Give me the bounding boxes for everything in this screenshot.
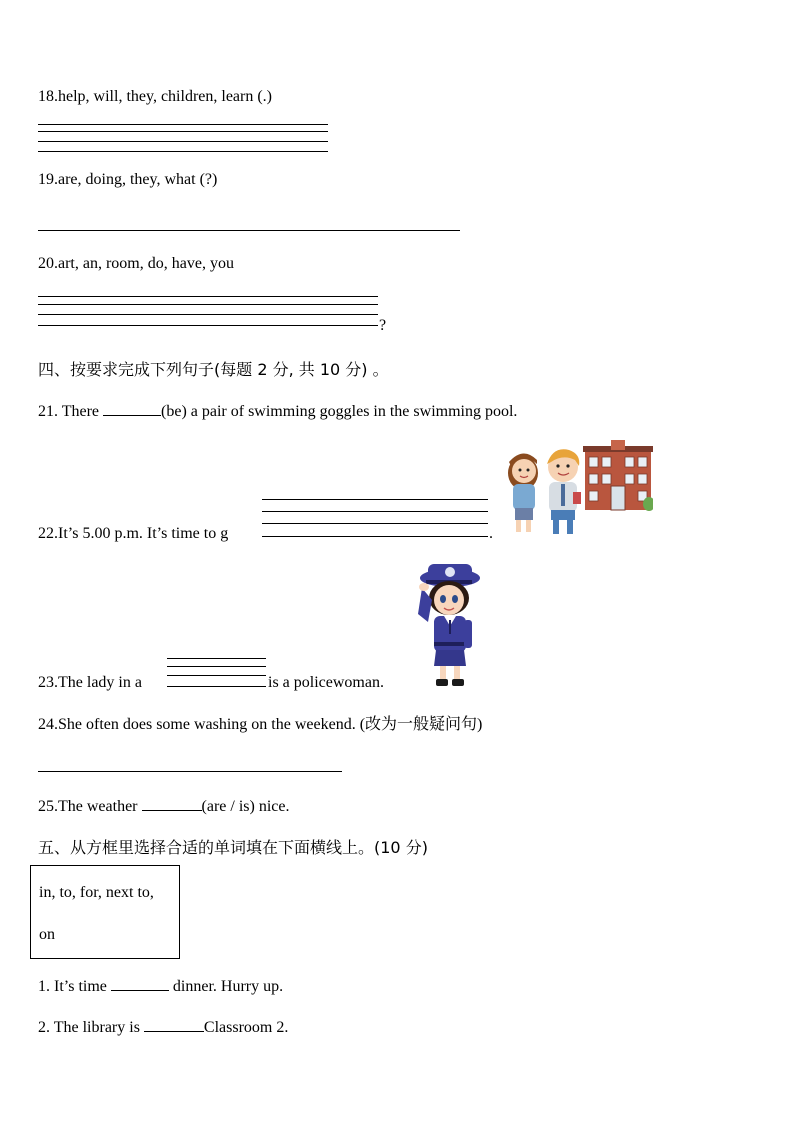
answer-line[interactable] xyxy=(262,511,488,512)
answer-line[interactable] xyxy=(38,325,378,326)
answer-line[interactable] xyxy=(262,523,488,524)
question-23 xyxy=(38,674,142,692)
question-text: (are / is) nice. xyxy=(201,798,290,815)
question-text: She often does some washing on the weekend. (改为一般疑问句) xyxy=(58,716,483,733)
question-19 xyxy=(38,171,217,189)
fill-blank[interactable] xyxy=(142,794,202,811)
question-number: 25. xyxy=(38,798,58,815)
question-text: It’s 5.00 p.m. It’s time to g xyxy=(58,525,229,542)
section-5-question-2 xyxy=(38,1015,288,1037)
question-words: art, an, room, do, have, you xyxy=(58,255,234,272)
section-4-heading: 四、按要求完成下列句子(每题 2 分, 共 10 分) 。 xyxy=(38,360,389,379)
question-23-ending: is a policewoman. xyxy=(268,674,384,691)
answer-line[interactable] xyxy=(38,771,342,772)
question-text: . There xyxy=(54,403,104,420)
answer-line[interactable] xyxy=(38,124,328,125)
question-words: help, will, they, children, learn (.) xyxy=(58,88,272,105)
question-24 xyxy=(38,711,482,734)
question-number: 1. xyxy=(38,978,54,995)
answer-line[interactable] xyxy=(167,666,266,667)
question-text: The library is xyxy=(53,1019,144,1036)
answer-line[interactable] xyxy=(38,314,378,315)
question-number: 20. xyxy=(38,255,58,272)
answer-line[interactable] xyxy=(38,151,328,152)
question-20 xyxy=(38,255,234,273)
question-text: The weather xyxy=(58,798,142,815)
question-21 xyxy=(38,399,517,421)
question-mark: ? xyxy=(379,317,387,334)
section-5-question-1 xyxy=(38,974,283,996)
answer-line[interactable] xyxy=(38,131,328,132)
answer-line[interactable] xyxy=(38,304,378,305)
word-box-line: on xyxy=(39,926,55,943)
fill-blank[interactable] xyxy=(103,399,161,416)
answer-line[interactable] xyxy=(262,499,488,500)
answer-line[interactable] xyxy=(262,536,488,537)
answer-line[interactable] xyxy=(167,686,266,687)
question-22 xyxy=(38,525,228,543)
question-text: It’s time xyxy=(54,978,111,995)
question-text: Classroom 2. xyxy=(203,1019,289,1036)
kids-going-to-school-illustration xyxy=(503,440,653,540)
question-number: 21 xyxy=(38,403,54,420)
answer-line[interactable] xyxy=(167,675,266,676)
question-18 xyxy=(38,88,272,106)
question-text: dinner. Hurry up. xyxy=(168,978,284,995)
question-text: The lady in a xyxy=(58,674,142,691)
policewoman-saluting-illustration xyxy=(412,560,484,690)
answer-line[interactable] xyxy=(38,296,378,297)
question-text: (be) a pair of swimming goggles in the swimming pool. xyxy=(161,403,518,420)
answer-line[interactable] xyxy=(38,141,328,142)
question-number: 18. xyxy=(38,88,58,105)
question-number: 22. xyxy=(38,525,58,542)
question-25 xyxy=(38,794,289,816)
question-22-period: . xyxy=(489,525,493,542)
question-number: 23. xyxy=(38,674,58,691)
question-number: 19. xyxy=(38,171,58,188)
fill-blank[interactable] xyxy=(111,974,169,991)
answer-line[interactable] xyxy=(38,230,460,231)
question-words: are, doing, they, what (?) xyxy=(58,171,218,188)
fill-blank[interactable] xyxy=(144,1015,204,1032)
word-box xyxy=(30,865,180,959)
answer-line[interactable] xyxy=(167,658,266,659)
question-number: 2. xyxy=(38,1019,54,1036)
word-box-line: in, to, for, next to, xyxy=(39,884,154,901)
section-5-heading: 五、从方框里选择合适的单词填在下面横线上。(10 分) xyxy=(38,838,428,857)
question-number: 24. xyxy=(38,716,58,733)
